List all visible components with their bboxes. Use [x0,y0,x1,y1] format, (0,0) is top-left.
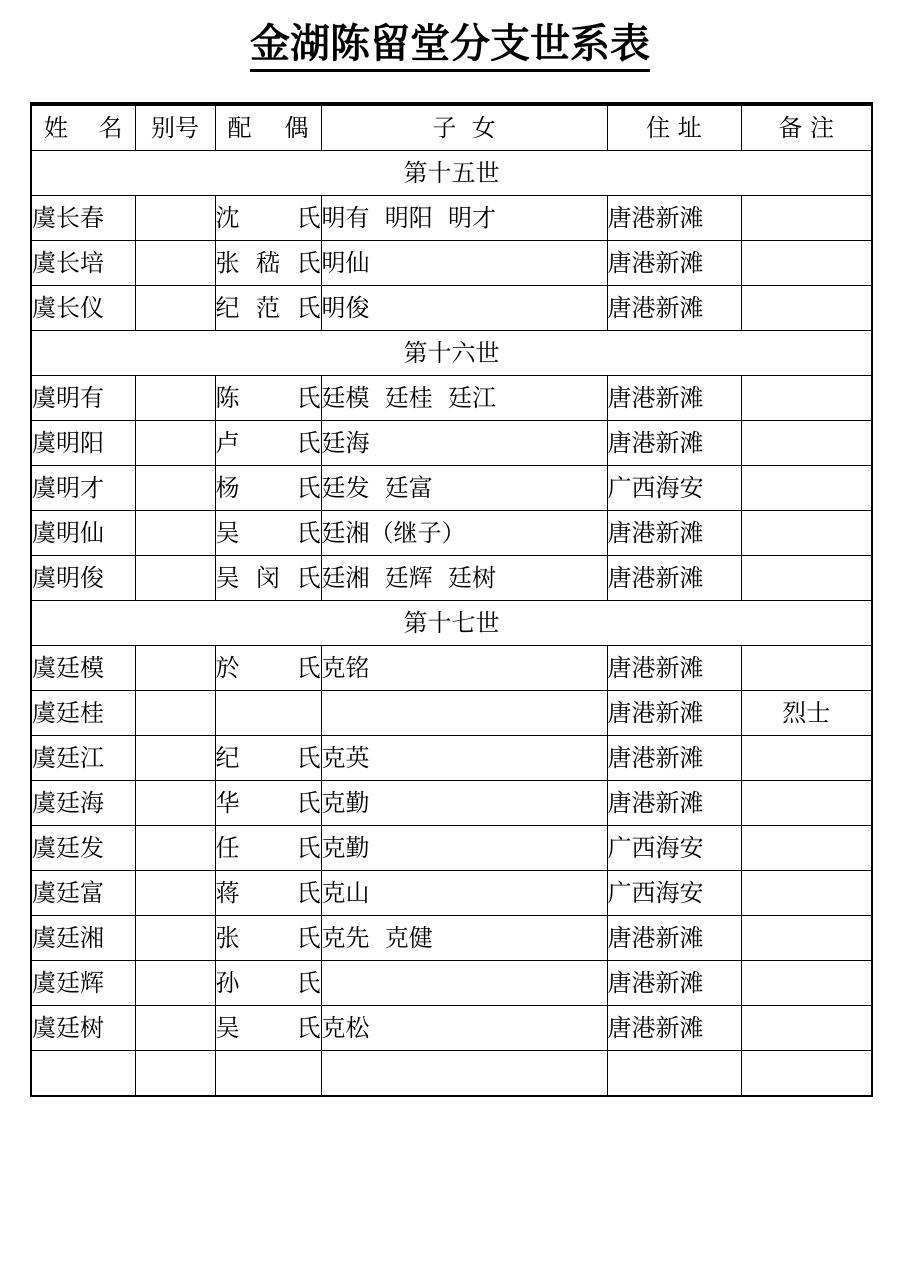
table-row [31,1006,872,1051]
children-cell: 克山 [321,871,607,916]
spouse-cell [215,511,321,556]
spouse-cell [215,286,321,331]
name-cell: 虞廷模 [31,646,135,691]
address-cell: 唐港新滩 [607,961,741,1006]
spouse-cell [215,556,321,601]
note-cell [741,376,872,421]
empty-cell [215,1051,321,1097]
name-cell: 虞明有 [31,376,135,421]
address-cell: 唐港新滩 [607,421,741,466]
address-cell: 唐港新滩 [607,691,741,736]
spouse-cell [215,736,321,781]
name-cell: 虞长仪 [31,286,135,331]
name-cell: 虞廷江 [31,736,135,781]
spouse-cell [215,871,321,916]
header-children: 子 女 [321,104,607,151]
spouse-cell [215,826,321,871]
children-cell: 廷湘（继子） [321,511,607,556]
spouse-text: 吴氏 [215,1014,321,1042]
table-row [31,691,872,736]
address-cell: 广西海安 [607,466,741,511]
address-cell: 唐港新滩 [607,286,741,331]
note-cell [741,736,872,781]
spouse-text: 陈氏 [215,384,321,412]
address-cell: 唐港新滩 [607,916,741,961]
spouse-cell [215,961,321,1006]
alias-cell [135,511,215,556]
empty-cell [321,1051,607,1097]
children-cell [321,961,607,1006]
address-cell: 唐港新滩 [607,196,741,241]
alias-cell [135,646,215,691]
spouse-text: 任氏 [215,834,321,862]
header-row [31,104,872,151]
table-row [31,916,872,961]
children-cell: 廷发 廷富 [321,466,607,511]
spouse-text: 蒋氏 [215,879,321,907]
header-spouse: 配 偶 [215,104,321,151]
page-title [0,16,900,72]
name-cell: 虞长春 [31,196,135,241]
name-cell: 虞明阳 [31,421,135,466]
note-cell [741,556,872,601]
note-cell [741,466,872,511]
children-cell: 明有 明阳 明才 [321,196,607,241]
spouse-text: 杨氏 [215,474,321,502]
table-row [31,511,872,556]
empty-cell [607,1051,741,1097]
children-cell: 克勤 [321,826,607,871]
note-cell [741,196,872,241]
note-cell [741,646,872,691]
address-cell: 唐港新滩 [607,511,741,556]
table-row [31,241,872,286]
spouse-text: 纪氏 [215,744,321,772]
name-cell: 虞明俊 [31,556,135,601]
note-cell [741,781,872,826]
spouse-text: 沈氏 [215,204,321,232]
table-row [31,286,872,331]
generation-row [31,601,872,646]
header-address: 住 址 [607,104,741,151]
address-cell: 广西海安 [607,871,741,916]
alias-cell [135,781,215,826]
empty-row [31,1051,872,1097]
alias-cell [135,556,215,601]
spouse-text: 纪范氏 [215,294,321,322]
note-cell [741,421,872,466]
alias-cell [135,826,215,871]
children-cell [321,691,607,736]
address-cell: 广西海安 [607,826,741,871]
spouse-text: 张氏 [215,924,321,952]
table-row [31,961,872,1006]
note-cell: 烈士 [741,691,872,736]
header-notes: 备 注 [741,104,872,151]
spouse-cell [215,241,321,286]
table-row [31,826,872,871]
spouse-cell [215,646,321,691]
empty-cell [31,1051,135,1097]
children-cell: 廷湘 廷辉 廷树 [321,556,607,601]
name-cell: 虞明仙 [31,511,135,556]
alias-cell [135,691,215,736]
table-row [31,376,872,421]
table-row [31,466,872,511]
spouse-text: 於氏 [215,654,321,682]
note-cell [741,871,872,916]
generation-row [31,151,872,196]
name-cell: 虞廷树 [31,1006,135,1051]
name-cell: 虞长培 [31,241,135,286]
table-row [31,646,872,691]
alias-cell [135,916,215,961]
children-cell: 克先 克健 [321,916,607,961]
children-cell: 克英 [321,736,607,781]
alias-cell [135,736,215,781]
alias-cell [135,421,215,466]
note-cell [741,916,872,961]
spouse-text: 华氏 [215,789,321,817]
children-cell: 廷模 廷桂 廷江 [321,376,607,421]
alias-cell [135,376,215,421]
note-cell [741,286,872,331]
generation-label: 第十七世 [31,601,872,646]
alias-cell [135,961,215,1006]
address-cell: 唐港新滩 [607,646,741,691]
address-cell: 唐港新滩 [607,241,741,286]
children-cell: 克铭 [321,646,607,691]
alias-cell [135,241,215,286]
address-cell: 唐港新滩 [607,1006,741,1051]
name-cell: 虞廷桂 [31,691,135,736]
spouse-cell [215,466,321,511]
alias-cell [135,466,215,511]
header-name: 姓 名 [31,104,135,151]
table-row [31,781,872,826]
address-cell: 唐港新滩 [607,376,741,421]
alias-cell [135,871,215,916]
note-cell [741,826,872,871]
note-cell [741,1006,872,1051]
name-cell: 虞廷海 [31,781,135,826]
table-row [31,871,872,916]
generation-label: 第十六世 [31,331,872,376]
spouse-text: 孙氏 [215,969,321,997]
table-row [31,421,872,466]
address-cell: 唐港新滩 [607,556,741,601]
children-cell: 克松 [321,1006,607,1051]
table-row [31,196,872,241]
name-cell: 虞明才 [31,466,135,511]
address-cell: 唐港新滩 [607,736,741,781]
note-cell [741,961,872,1006]
name-cell: 虞廷发 [31,826,135,871]
children-cell: 克勤 [321,781,607,826]
spouse-text: 吴闵氏 [215,564,321,592]
spouse-text: 卢氏 [215,429,321,457]
name-cell: 虞廷湘 [31,916,135,961]
note-cell [741,511,872,556]
alias-cell [135,196,215,241]
spouse-cell [215,781,321,826]
spouse-cell [215,421,321,466]
generation-label: 第十五世 [31,151,872,196]
name-cell: 虞廷辉 [31,961,135,1006]
children-cell: 明俊 [321,286,607,331]
spouse-cell [215,376,321,421]
note-cell [741,241,872,286]
spouse-text: 吴氏 [215,519,321,547]
spouse-cell [215,691,321,736]
genealogy-table [30,102,873,1097]
header-alias: 别号 [135,104,215,151]
empty-cell [741,1051,872,1097]
table-row [31,736,872,781]
table-body [31,104,872,1096]
generation-row [31,331,872,376]
page-title-text: 金湖陈留堂分支世系表 [250,21,650,72]
address-cell: 唐港新滩 [607,781,741,826]
spouse-cell [215,916,321,961]
table-row [31,556,872,601]
name-cell: 虞廷富 [31,871,135,916]
spouse-text: 张嵇氏 [215,249,321,277]
alias-cell [135,1006,215,1051]
children-cell: 明仙 [321,241,607,286]
spouse-cell [215,1006,321,1051]
empty-cell [135,1051,215,1097]
alias-cell [135,286,215,331]
children-cell: 廷海 [321,421,607,466]
spouse-cell [215,196,321,241]
